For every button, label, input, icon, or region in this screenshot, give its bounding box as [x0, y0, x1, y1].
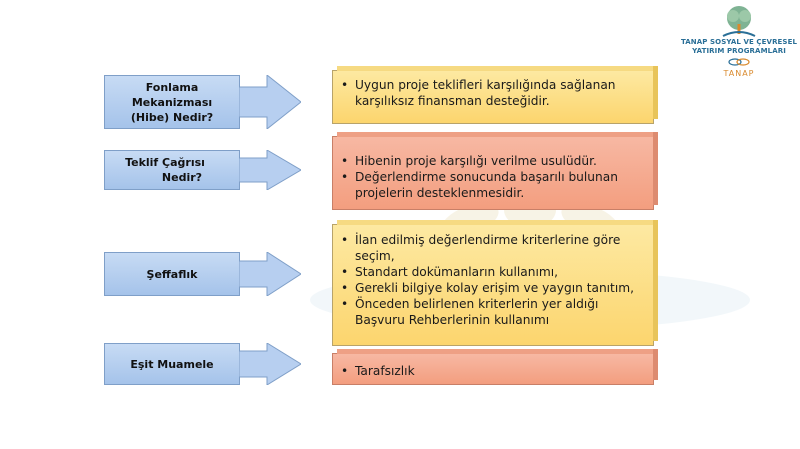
label-line: Fonlama	[145, 80, 199, 94]
logo-line-1: TANAP SOSYAL VE ÇEVRESEL	[680, 38, 798, 46]
label-arrow-seffaflik	[104, 252, 300, 296]
bullet-item: • Gerekli bilgiye kolay erişim ve yaygın tanıtım,	[355, 280, 645, 296]
bullet-item: • Önceden belirlenen kriterlerin yer aldığı Başvuru Rehberlerinin kullanımı	[355, 296, 645, 328]
bullet-item: • Tarafsızlık	[355, 363, 645, 379]
tanap-brand-icon	[728, 58, 750, 66]
label-line: Eşit Muamele	[130, 357, 214, 371]
info-panel-seffaflik	[332, 224, 654, 346]
logo-brand: TANAP	[723, 69, 755, 78]
arrow-head-icon	[239, 252, 301, 296]
tree-icon	[719, 4, 759, 38]
bullet-item: • Hibenin proje karşılığı verilme usulüdür.	[355, 153, 645, 169]
label-box	[104, 252, 240, 296]
bullet-item: • Değerlendirme sonucunda başarılı bulunan projelerin desteklenmesidir.	[355, 169, 645, 201]
bullet-item: • Uygun proje teklifleri karşılığında sağlanan karşılıksız finansman desteğidir.	[355, 77, 645, 109]
label-line: Teklif Çağrısı	[125, 156, 205, 169]
label-line: Nedir?	[161, 171, 203, 184]
arrow-head-icon	[239, 150, 301, 190]
arrow-head-icon	[239, 343, 301, 385]
label-box	[104, 150, 240, 190]
arrow-head-icon	[239, 75, 301, 129]
label-box	[104, 343, 240, 385]
bullet-item: • Standart dokümanların kullanımı,	[355, 264, 645, 280]
logo-line-2: YATIRIM PROGRAMLARI	[692, 47, 786, 55]
label-arrow-teklif	[104, 150, 300, 190]
label-arrow-fonlama	[104, 75, 300, 129]
bullet-item: • İlan edilmiş değerlendirme kriterlerine göre seçim,	[355, 232, 645, 264]
label-box	[104, 75, 240, 129]
label-line: (Hibe) Nedir?	[130, 110, 214, 124]
info-panel-esit-muamele	[332, 353, 654, 385]
info-panel-fonlama	[332, 70, 654, 124]
label-line: Şeffaflık	[146, 267, 198, 281]
label-arrow-esit-muamele	[104, 343, 300, 385]
label-line: Mekanizması	[131, 95, 213, 109]
tanap-logo	[680, 4, 798, 96]
info-panel-teklif	[332, 136, 654, 210]
